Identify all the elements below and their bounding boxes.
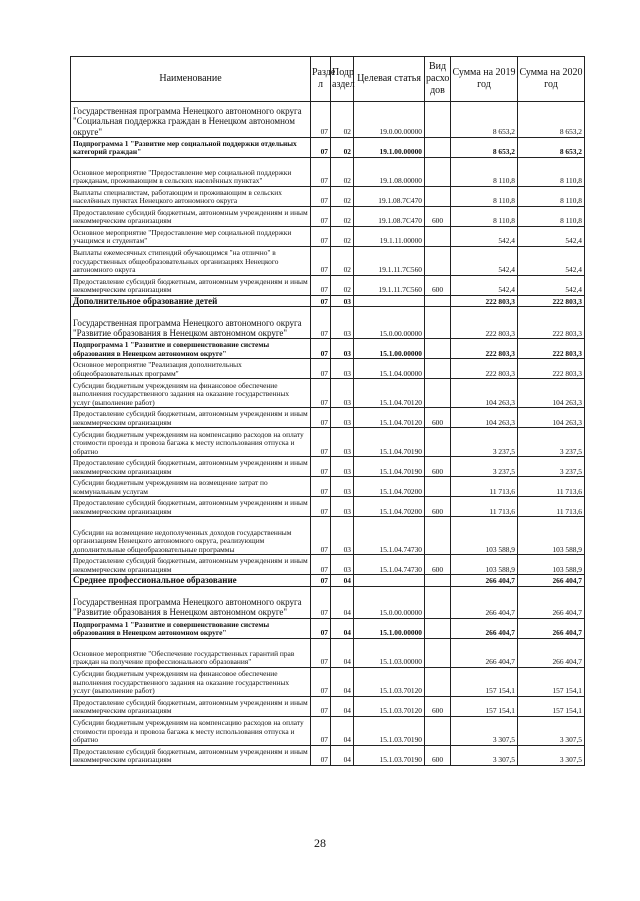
cell-razdel: 07: [311, 575, 331, 586]
cell-razdel: 07: [311, 696, 331, 716]
table-row: [71, 227, 585, 247]
cell-razdel: 07: [311, 457, 331, 477]
cell-celevaya: 15.1.04.70200: [354, 497, 425, 517]
cell-celevaya: 15.1.03.00000: [354, 638, 425, 667]
cell-sum-2020: 157 154,1: [518, 696, 585, 716]
cell-vid: 600: [425, 745, 451, 765]
cell-celevaya: 15.0.00.00000: [354, 586, 425, 618]
cell-celevaya: 19.1.08.7С470: [354, 187, 425, 207]
table-body: [71, 102, 585, 766]
cell-sum-2020: 222 803,3: [518, 359, 585, 379]
table-row: [71, 276, 585, 296]
cell-vid: [425, 138, 451, 158]
cell-razdel: 07: [311, 477, 331, 497]
cell-podrazdel: 02: [331, 207, 354, 227]
cell-sum-2019: 542,4: [451, 227, 518, 247]
cell-podrazdel: 04: [331, 586, 354, 618]
header-razdel: Разде л: [311, 57, 331, 102]
table-row: [71, 457, 585, 477]
cell-celevaya: 19.1.08.00000: [354, 158, 425, 187]
header-sum-2019: Сумма на 2019 год: [451, 57, 518, 102]
cell-razdel: 07: [311, 158, 331, 187]
cell-sum-2019: 8 653,2: [451, 138, 518, 158]
cell-sum-2020: 3 307,5: [518, 745, 585, 765]
table-row: [71, 638, 585, 667]
cell-podrazdel: 02: [331, 187, 354, 207]
cell-sum-2020: 8 110,8: [518, 187, 585, 207]
cell-vid: 600: [425, 276, 451, 296]
cell-name: Предоставление субсидий бюджетным, автономным учреждениям и иным некоммерческим организациям: [71, 745, 311, 765]
cell-podrazdel: 04: [331, 667, 354, 696]
cell-razdel: 07: [311, 555, 331, 575]
cell-name: Предоставление субсидий бюджетным, автономным учреждениям и иным некоммерческим организациям: [71, 276, 311, 296]
cell-podrazdel: 03: [331, 428, 354, 457]
cell-razdel: 07: [311, 102, 331, 138]
cell-celevaya: 15.1.04.70120: [354, 379, 425, 408]
cell-podrazdel: 03: [331, 457, 354, 477]
cell-vid: [425, 339, 451, 359]
cell-sum-2020: 11 713,6: [518, 477, 585, 497]
cell-celevaya: 15.1.04.74730: [354, 517, 425, 555]
cell-podrazdel: 03: [331, 307, 354, 339]
header-podrazdel: Подр аздел: [331, 57, 354, 102]
cell-sum-2020: 8 653,2: [518, 102, 585, 138]
table-row: [71, 102, 585, 138]
cell-sum-2019: 542,4: [451, 276, 518, 296]
cell-celevaya: 15.1.04.74730: [354, 555, 425, 575]
cell-sum-2020: 157 154,1: [518, 667, 585, 696]
cell-razdel: 07: [311, 667, 331, 696]
cell-sum-2020: 103 588,9: [518, 555, 585, 575]
cell-podrazdel: 03: [331, 517, 354, 555]
cell-celevaya: 15.1.04.70190: [354, 428, 425, 457]
budget-table-container: [70, 56, 584, 766]
table-row: [71, 716, 585, 745]
cell-razdel: 07: [311, 638, 331, 667]
cell-celevaya: 15.1.04.00000: [354, 359, 425, 379]
table-row: [71, 339, 585, 359]
cell-sum-2020: 266 404,7: [518, 575, 585, 586]
cell-name: Субсидии бюджетным учреждениям на компенсацию расходов на оплату стоимости проезда и провоза багажа к месту использования отпуска и обратно: [71, 716, 311, 745]
cell-name: Выплаты специалистам, работающим и проживающим в сельских населённых пунктах Ненецкого автономного округа: [71, 187, 311, 207]
cell-celevaya: 15.1.03.70190: [354, 716, 425, 745]
cell-sum-2019: 11 713,6: [451, 497, 518, 517]
cell-podrazdel: 04: [331, 716, 354, 745]
cell-podrazdel: 03: [331, 477, 354, 497]
cell-vid: [425, 307, 451, 339]
cell-celevaya: 15.0.00.00000: [354, 307, 425, 339]
cell-vid: [425, 477, 451, 497]
table-row: [71, 428, 585, 457]
cell-vid: [425, 158, 451, 187]
cell-podrazdel: 02: [331, 276, 354, 296]
cell-celevaya: 19.1.11.7С560: [354, 247, 425, 276]
cell-sum-2019: 542,4: [451, 247, 518, 276]
cell-podrazdel: 02: [331, 158, 354, 187]
table-row: [71, 575, 585, 586]
cell-razdel: 07: [311, 379, 331, 408]
cell-sum-2019: 8 110,8: [451, 207, 518, 227]
cell-name: Дополнительное образование детей: [71, 296, 311, 307]
cell-vid: [425, 227, 451, 247]
cell-sum-2019: 266 404,7: [451, 618, 518, 638]
cell-sum-2019: 3 237,5: [451, 428, 518, 457]
cell-vid: [425, 296, 451, 307]
table-row: [71, 408, 585, 428]
cell-vid: [425, 247, 451, 276]
cell-celevaya: 19.1.11.7С560: [354, 276, 425, 296]
cell-vid: [425, 517, 451, 555]
cell-podrazdel: 03: [331, 408, 354, 428]
cell-name: Выплаты ежемесячных стипендий обучающимся "на отлично" в государственных общеобразовательных организациях Ненецкого автономного округа: [71, 247, 311, 276]
cell-name: Государственная программа Ненецкого автономного округа "Развитие образования в Ненецком автономном округе": [71, 307, 311, 339]
cell-sum-2019: 11 713,6: [451, 477, 518, 497]
cell-sum-2020: 222 803,3: [518, 307, 585, 339]
cell-name: Предоставление субсидий бюджетным, автономным учреждениям и иным некоммерческим организациям: [71, 408, 311, 428]
cell-sum-2020: 222 803,3: [518, 339, 585, 359]
cell-name: Основное мероприятие "Предоставление мер социальной поддержки учащимся и студентам": [71, 227, 311, 247]
cell-celevaya: [354, 296, 425, 307]
cell-vid: [425, 359, 451, 379]
cell-celevaya: 19.1.08.7С470: [354, 207, 425, 227]
cell-podrazdel: 03: [331, 555, 354, 575]
cell-sum-2019: 8 110,8: [451, 158, 518, 187]
cell-vid: [425, 716, 451, 745]
cell-podrazdel: 04: [331, 575, 354, 586]
cell-podrazdel: 02: [331, 102, 354, 138]
cell-razdel: 07: [311, 187, 331, 207]
cell-name: Субсидии на возмещение недополученных доходов государственным организациям Ненецкого автономного округа, реализующим дополнительные общеобразовательные программы: [71, 517, 311, 555]
cell-razdel: 07: [311, 408, 331, 428]
cell-name: Основное мероприятие "Предоставление мер социальной поддержки гражданам, проживающим в сельских населённых пунктах": [71, 158, 311, 187]
cell-podrazdel: 04: [331, 696, 354, 716]
cell-razdel: 07: [311, 227, 331, 247]
cell-sum-2019: 222 803,3: [451, 296, 518, 307]
cell-vid: [425, 667, 451, 696]
cell-name: Предоставление субсидий бюджетным, автономным учреждениям и иным некоммерческим организациям: [71, 207, 311, 227]
cell-name: Подпрограмма 1 "Развитие и совершенствование системы образования в Ненецком автономном округе": [71, 339, 311, 359]
cell-celevaya: 15.1.04.70200: [354, 477, 425, 497]
table-row: [71, 618, 585, 638]
cell-razdel: 07: [311, 296, 331, 307]
header-sum-2020: Сумма на 2020 год: [518, 57, 585, 102]
cell-sum-2020: 542,4: [518, 227, 585, 247]
cell-podrazdel: 03: [331, 359, 354, 379]
cell-podrazdel: 04: [331, 745, 354, 765]
table-row: [71, 359, 585, 379]
cell-vid: [425, 618, 451, 638]
cell-sum-2020: 104 263,3: [518, 379, 585, 408]
cell-podrazdel: 03: [331, 497, 354, 517]
cell-celevaya: 15.1.03.70120: [354, 696, 425, 716]
cell-sum-2020: 266 404,7: [518, 586, 585, 618]
table-row: [71, 586, 585, 618]
budget-table: [70, 56, 585, 766]
cell-celevaya: 15.1.04.70120: [354, 408, 425, 428]
table-row: [71, 696, 585, 716]
table-row: [71, 379, 585, 408]
cell-name: Подпрограмма 1 "Развитие и совершенствование системы образования в Ненецком автономном округе": [71, 618, 311, 638]
cell-sum-2019: 3 307,5: [451, 745, 518, 765]
cell-sum-2020: 542,4: [518, 247, 585, 276]
table-header-row: [71, 57, 585, 102]
cell-sum-2019: 3 307,5: [451, 716, 518, 745]
cell-sum-2019: 8 653,2: [451, 102, 518, 138]
cell-name: Предоставление субсидий бюджетным, автономным учреждениям и иным некоммерческим организациям: [71, 696, 311, 716]
cell-celevaya: 15.1.03.70190: [354, 745, 425, 765]
cell-celevaya: 19.1.00.00000: [354, 138, 425, 158]
table-row: [71, 307, 585, 339]
cell-celevaya: 15.1.00.00000: [354, 339, 425, 359]
cell-razdel: 07: [311, 138, 331, 158]
cell-name: Субсидии бюджетным учреждениям на возмещение затрат по коммунальным услугам: [71, 477, 311, 497]
cell-sum-2020: 8 110,8: [518, 158, 585, 187]
cell-vid: 600: [425, 696, 451, 716]
cell-razdel: 07: [311, 207, 331, 227]
table-row: [71, 296, 585, 307]
cell-sum-2019: 222 803,3: [451, 359, 518, 379]
cell-podrazdel: 03: [331, 296, 354, 307]
page-number: 28: [314, 836, 326, 850]
cell-vid: [425, 379, 451, 408]
cell-vid: 600: [425, 555, 451, 575]
cell-vid: [425, 428, 451, 457]
cell-name: Подпрограмма 1 "Развитие мер социальной поддержки отдельных категорий граждан": [71, 138, 311, 158]
cell-name: Предоставление субсидий бюджетным, автономным учреждениям и иным некоммерческим организациям: [71, 497, 311, 517]
cell-celevaya: 15.1.04.70190: [354, 457, 425, 477]
table-row: [71, 207, 585, 227]
cell-podrazdel: 03: [331, 339, 354, 359]
cell-podrazdel: 03: [331, 379, 354, 408]
table-row: [71, 477, 585, 497]
cell-sum-2019: 266 404,7: [451, 638, 518, 667]
cell-name: Субсидии бюджетным учреждениям на финансовое обеспечение выполнения государственного задания на оказание государственных услуг (выполнение работ): [71, 379, 311, 408]
cell-razdel: 07: [311, 716, 331, 745]
table-row: [71, 745, 585, 765]
cell-razdel: 07: [311, 359, 331, 379]
cell-sum-2019: 103 588,9: [451, 517, 518, 555]
table-row: [71, 517, 585, 555]
cell-podrazdel: 02: [331, 247, 354, 276]
cell-sum-2019: 104 263,3: [451, 379, 518, 408]
cell-sum-2019: 103 588,9: [451, 555, 518, 575]
cell-podrazdel: 04: [331, 638, 354, 667]
table-row: [71, 247, 585, 276]
cell-sum-2020: 8 653,2: [518, 138, 585, 158]
header-vid: Вид расхо дов: [425, 57, 451, 102]
table-row: [71, 158, 585, 187]
cell-vid: 600: [425, 207, 451, 227]
cell-celevaya: 15.1.00.00000: [354, 618, 425, 638]
cell-sum-2020: 103 588,9: [518, 517, 585, 555]
cell-razdel: 07: [311, 517, 331, 555]
cell-podrazdel: 04: [331, 618, 354, 638]
cell-vid: [425, 102, 451, 138]
cell-vid: 600: [425, 497, 451, 517]
cell-razdel: 07: [311, 618, 331, 638]
table-row: [71, 667, 585, 696]
cell-sum-2019: 222 803,3: [451, 307, 518, 339]
cell-sum-2020: 3 307,5: [518, 716, 585, 745]
cell-name: Основное мероприятие "Обеспечение государственных гарантий прав граждан на получение профессионального образования": [71, 638, 311, 667]
cell-name: Субсидии бюджетным учреждениям на финансовое обеспечение выполнения государственного задания на оказание государственных услуг (выполнение работ): [71, 667, 311, 696]
table-row: [71, 138, 585, 158]
cell-celevaya: 15.1.03.70120: [354, 667, 425, 696]
cell-celevaya: 19.0.00.00000: [354, 102, 425, 138]
table-row: [71, 187, 585, 207]
cell-razdel: 07: [311, 497, 331, 517]
cell-name: Государственная программа Ненецкого автономного округа "Социальная поддержка граждан в Ненецком автономном округе": [71, 102, 311, 138]
cell-name: Основное мероприятие "Реализация дополнительных общеобразовательных программ": [71, 359, 311, 379]
cell-sum-2020: 266 404,7: [518, 638, 585, 667]
cell-podrazdel: 02: [331, 138, 354, 158]
cell-razdel: 07: [311, 745, 331, 765]
cell-razdel: 07: [311, 307, 331, 339]
cell-vid: 600: [425, 408, 451, 428]
cell-podrazdel: 02: [331, 227, 354, 247]
cell-vid: [425, 638, 451, 667]
cell-name: Среднее профессиональное образование: [71, 575, 311, 586]
cell-sum-2020: 3 237,5: [518, 428, 585, 457]
cell-sum-2019: 8 110,8: [451, 187, 518, 207]
cell-sum-2019: 3 237,5: [451, 457, 518, 477]
cell-sum-2020: 11 713,6: [518, 497, 585, 517]
cell-sum-2020: 266 404,7: [518, 618, 585, 638]
cell-vid: 600: [425, 457, 451, 477]
cell-sum-2020: 542,4: [518, 276, 585, 296]
cell-sum-2020: 3 237,5: [518, 457, 585, 477]
cell-celevaya: 19.1.11.00000: [354, 227, 425, 247]
cell-razdel: 07: [311, 586, 331, 618]
cell-vid: [425, 586, 451, 618]
cell-vid: [425, 575, 451, 586]
cell-sum-2019: 157 154,1: [451, 667, 518, 696]
cell-name: Государственная программа Ненецкого автономного округа "Развитие образования в Ненецком автономном округе": [71, 586, 311, 618]
cell-razdel: 07: [311, 276, 331, 296]
cell-celevaya: [354, 575, 425, 586]
cell-sum-2019: 222 803,3: [451, 339, 518, 359]
cell-name: Субсидии бюджетным учреждениям на компенсацию расходов на оплату стоимости проезда и провоза багажа к месту использования отпуска и обратно: [71, 428, 311, 457]
cell-vid: [425, 187, 451, 207]
cell-sum-2020: 8 110,8: [518, 207, 585, 227]
cell-sum-2019: 157 154,1: [451, 696, 518, 716]
cell-sum-2019: 266 404,7: [451, 575, 518, 586]
cell-name: Предоставление субсидий бюджетным, автономным учреждениям и иным некоммерческим организациям: [71, 555, 311, 575]
header-name: Наименование: [71, 57, 311, 102]
cell-razdel: 07: [311, 247, 331, 276]
cell-razdel: 07: [311, 339, 331, 359]
cell-name: Предоставление субсидий бюджетным, автономным учреждениям и иным некоммерческим организациям: [71, 457, 311, 477]
cell-sum-2019: 104 263,3: [451, 408, 518, 428]
cell-sum-2020: 104 263,3: [518, 408, 585, 428]
table-row: [71, 497, 585, 517]
cell-sum-2019: 266 404,7: [451, 586, 518, 618]
table-row: [71, 555, 585, 575]
cell-razdel: 07: [311, 428, 331, 457]
header-celevaya: Целевая статья: [354, 57, 425, 102]
cell-sum-2020: 222 803,3: [518, 296, 585, 307]
